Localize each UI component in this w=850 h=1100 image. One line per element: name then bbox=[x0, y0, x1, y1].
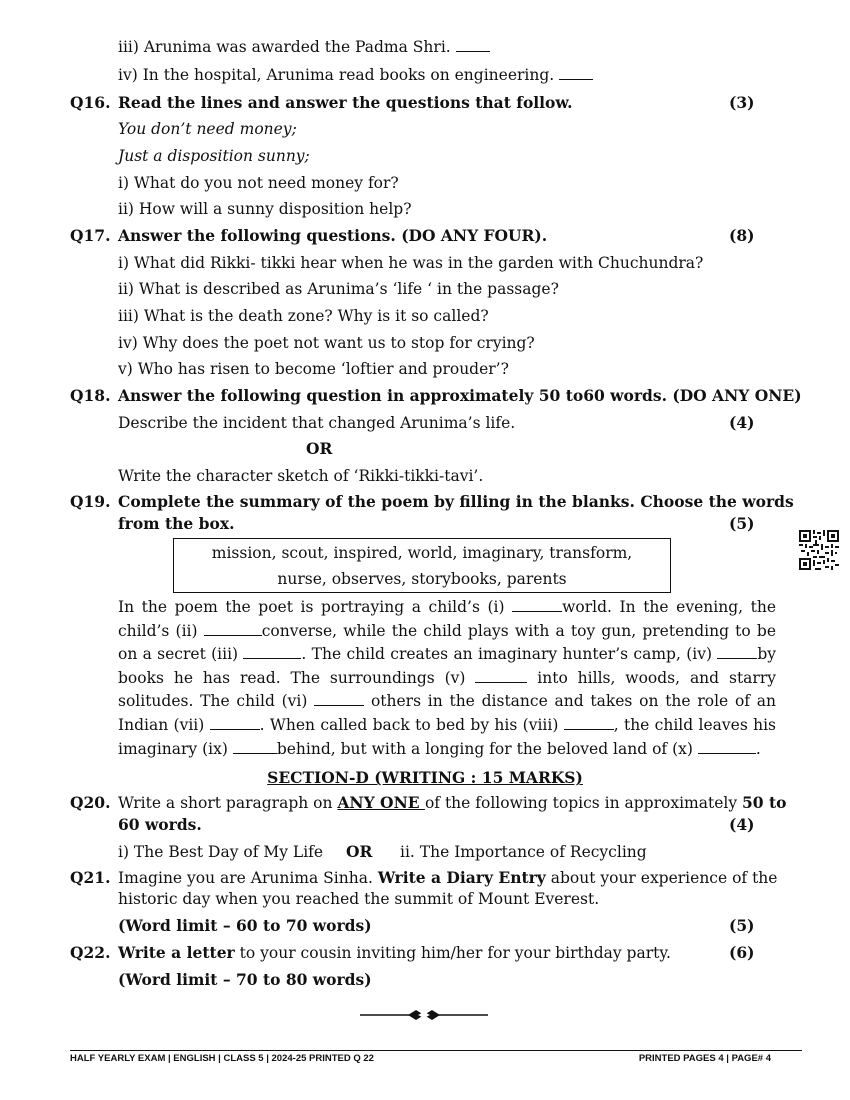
q20-topic-ii: ii. The Importance of Recycling bbox=[400, 843, 647, 861]
q16-poem-line-2: Just a disposition sunny; bbox=[118, 147, 310, 165]
q17-prompt: Answer the following questions. (DO ANY FOUR). bbox=[118, 226, 548, 245]
q19-prompt-line-1: Complete the summary of the poem by filling in the blanks. Choose the words bbox=[118, 492, 794, 511]
q17-marks: (8) bbox=[729, 226, 755, 245]
q15-item-iv: iv) In the hospital, Arunima read books on engineering. bbox=[118, 65, 593, 85]
answer-blank bbox=[717, 644, 757, 659]
q16-marks: (3) bbox=[729, 93, 755, 112]
q17-item: ii) What is described as Arunima’s ‘life ‘ in the passage? bbox=[118, 280, 559, 298]
q16-question-i: i) What do you not need money for? bbox=[118, 174, 399, 192]
q22-prompt: Write a letter to your cousin inviting him/her for your birthday party. bbox=[118, 943, 671, 962]
q17-item: i) What did Rikki- tikki hear when he was in the garden with Chuchundra? bbox=[118, 254, 704, 272]
q20-number: Q20. bbox=[70, 793, 111, 812]
q20-or: OR bbox=[346, 842, 373, 861]
q18-number: Q18. bbox=[70, 386, 111, 405]
section-d-heading: SECTION-D (WRITING : 15 MARKS) bbox=[267, 768, 583, 787]
q18-or: OR bbox=[306, 439, 333, 458]
q16-poem-line-1: You don’t need money; bbox=[118, 120, 297, 138]
q21-prompt: Imagine you are Arunima Sinha. Write a Diary Entry about your experience of the bbox=[118, 868, 778, 887]
q17-item: v) Who has risen to become ‘loftier and prouder’? bbox=[118, 360, 509, 378]
footer-left: HALF YEARLY EXAM | ENGLISH | CLASS 5 | 2024-25 PRINTED Q 22 bbox=[70, 1053, 374, 1064]
q19-prompt-line-2: from the box. bbox=[118, 514, 235, 533]
q17-number: Q17. bbox=[70, 226, 111, 245]
q19-marks: (5) bbox=[729, 514, 755, 533]
q15-item-iii: iii) Arunima was awarded the Padma Shri. bbox=[118, 37, 490, 57]
q16-prompt: Read the lines and answer the questions that follow. bbox=[118, 93, 573, 112]
q20-topic-i: i) The Best Day of My Life bbox=[118, 843, 324, 861]
footer-rule bbox=[70, 1050, 802, 1051]
word-box-row-2: nurse, observes, storybooks, parents bbox=[277, 570, 567, 588]
footer-right: PRINTED PAGES 4 | PAGE# 4 bbox=[638, 1053, 771, 1064]
word-box bbox=[173, 538, 671, 593]
q21-word-limit: (Word limit – 60 to 70 words) bbox=[118, 916, 372, 935]
answer-blank bbox=[233, 739, 277, 754]
answer-blank bbox=[559, 65, 593, 80]
q20-marks: (4) bbox=[729, 815, 755, 834]
q17-item: iii) What is the death zone? Why is it so called? bbox=[118, 307, 489, 325]
q18-option-b: Write the character sketch of ‘Rikki-tikki-tavi’. bbox=[118, 467, 484, 485]
q19-summary-paragraph: In the poem the poet is portraying a child’s (i) world. In the evening, the child’s (ii) converse, while the child plays with a toy gun, pretending to be on a secret (iii) . The child creates an imaginary hunter’s camp, (iv) by books he has read. The surroundings (v) into hills, woods, and starry solitudes. The child (vi) others in the distance and takes on the role of an Indian (vii) . When called back to bed by his (viii) , the child leaves his imaginary (ix) behind, but with a longing for the beloved land of (x) . bbox=[118, 598, 777, 758]
answer-blank bbox=[210, 715, 260, 730]
answer-blank bbox=[564, 715, 614, 730]
q18-prompt: Answer the following question in approximately 50 to60 words. (DO ANY ONE) bbox=[118, 386, 802, 405]
q18-option-a: Describe the incident that changed Arunima’s life. bbox=[118, 414, 516, 432]
word-box-row-1: mission, scout, inspired, world, imaginary, transform, bbox=[211, 544, 633, 562]
q21-prompt-line-2: historic day when you reached the summit of Mount Everest. bbox=[118, 890, 600, 908]
q22-number: Q22. bbox=[70, 943, 111, 962]
q19-number: Q19. bbox=[70, 492, 111, 511]
q20-prompt-line-2: 60 words. bbox=[118, 815, 202, 834]
q16-question-ii: ii) How will a sunny disposition help? bbox=[118, 200, 412, 218]
qr-code-icon bbox=[799, 530, 839, 570]
q16-number: Q16. bbox=[70, 93, 111, 112]
q21-number: Q21. bbox=[70, 868, 111, 887]
q18-marks: (4) bbox=[729, 413, 755, 432]
q21-marks: (5) bbox=[729, 916, 755, 935]
divider-ornament-icon bbox=[360, 1006, 488, 1024]
answer-blank bbox=[475, 668, 527, 683]
q20-prompt: Write a short paragraph on ANY ONE of the following topics in approximately 50 to bbox=[118, 793, 787, 812]
q22-marks: (6) bbox=[729, 943, 755, 962]
answer-blank bbox=[204, 621, 262, 636]
q17-item: iv) Why does the poet not want us to stop for crying? bbox=[118, 334, 535, 352]
q22-word-limit: (Word limit – 70 to 80 words) bbox=[118, 970, 372, 989]
answer-blank bbox=[243, 644, 301, 659]
answer-blank bbox=[314, 691, 364, 706]
answer-blank bbox=[512, 597, 562, 612]
answer-blank bbox=[698, 739, 756, 754]
answer-blank bbox=[456, 37, 490, 52]
